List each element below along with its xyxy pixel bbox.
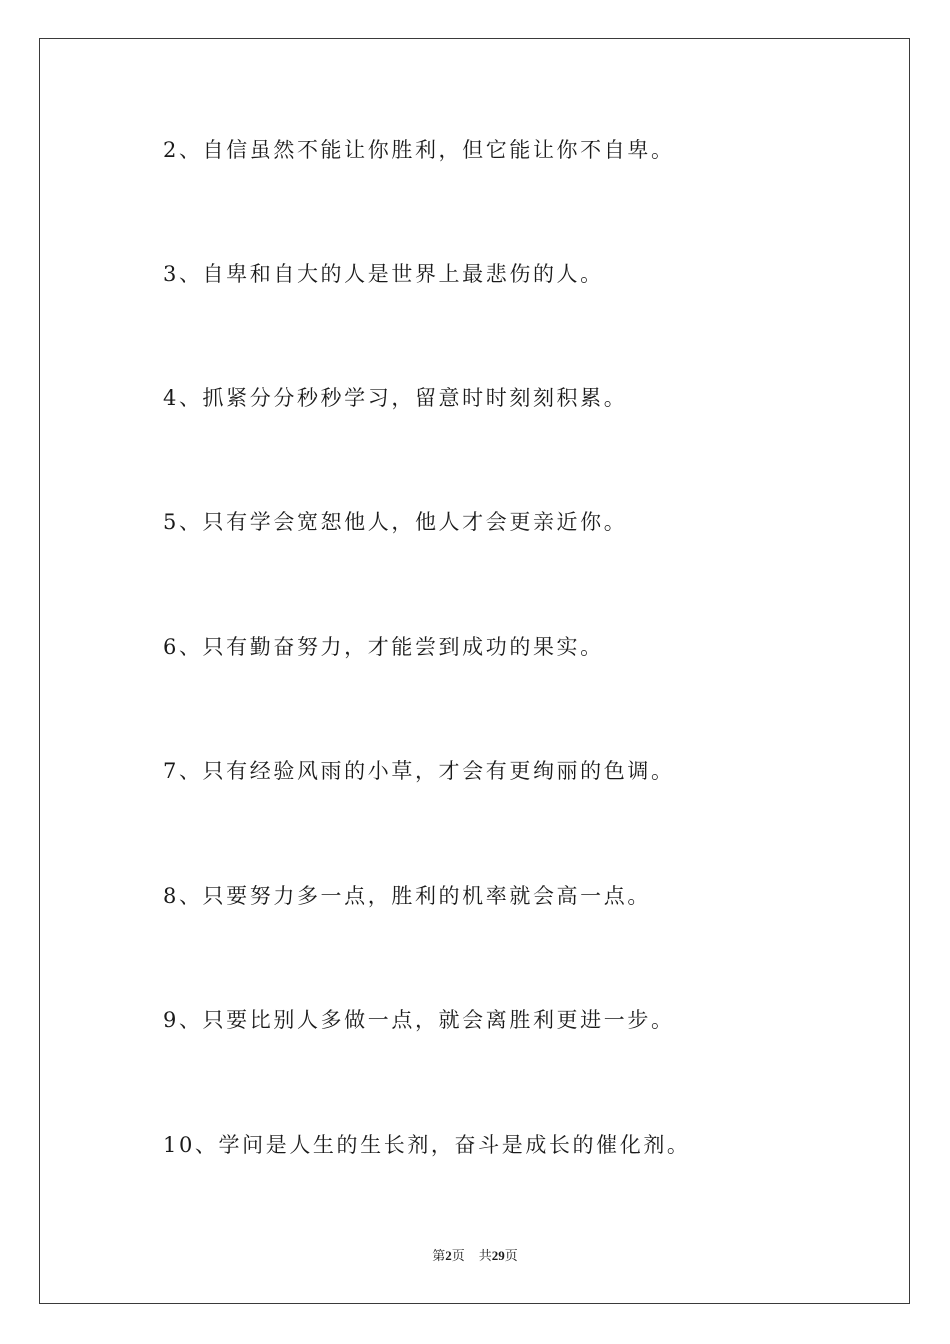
page-footer	[0, 1247, 950, 1266]
quote-line-4: 4、抓紧分分秒秒学习，留意时时刻刻积累。	[163, 386, 628, 410]
quote-line-6: 6、只有勤奋努力，才能尝到成功的果实。	[163, 635, 604, 659]
quote-line-2: 2、自信虽然不能让你胜利，但它能让你不自卑。	[163, 138, 675, 162]
quote-line-8: 8、只要努力多一点，胜利的机率就会高一点。	[163, 884, 651, 908]
quote-line-3: 3、自卑和自大的人是世界上最悲伤的人。	[163, 262, 604, 286]
quote-line-9: 9、只要比别人多做一点，就会离胜利更进一步。	[163, 1008, 675, 1032]
page-border	[39, 38, 910, 1304]
quote-line-5: 5、只有学会宽恕他人，他人才会更亲近你。	[163, 510, 628, 534]
footer-total-pages: 29	[491, 1248, 505, 1263]
quote-line-10: 10、学问是人生的生长剂，奋斗是成长的催化剂。	[163, 1133, 691, 1157]
footer-total-prefix: 共	[478, 1249, 492, 1264]
footer-page-number: 2	[445, 1248, 452, 1263]
footer-page-suffix: 页	[451, 1249, 465, 1264]
quote-line-7: 7、只有经验风雨的小草，才会有更绚丽的色调。	[163, 759, 675, 783]
footer-page-prefix: 第	[432, 1249, 446, 1264]
footer-total-suffix: 页	[504, 1249, 518, 1264]
